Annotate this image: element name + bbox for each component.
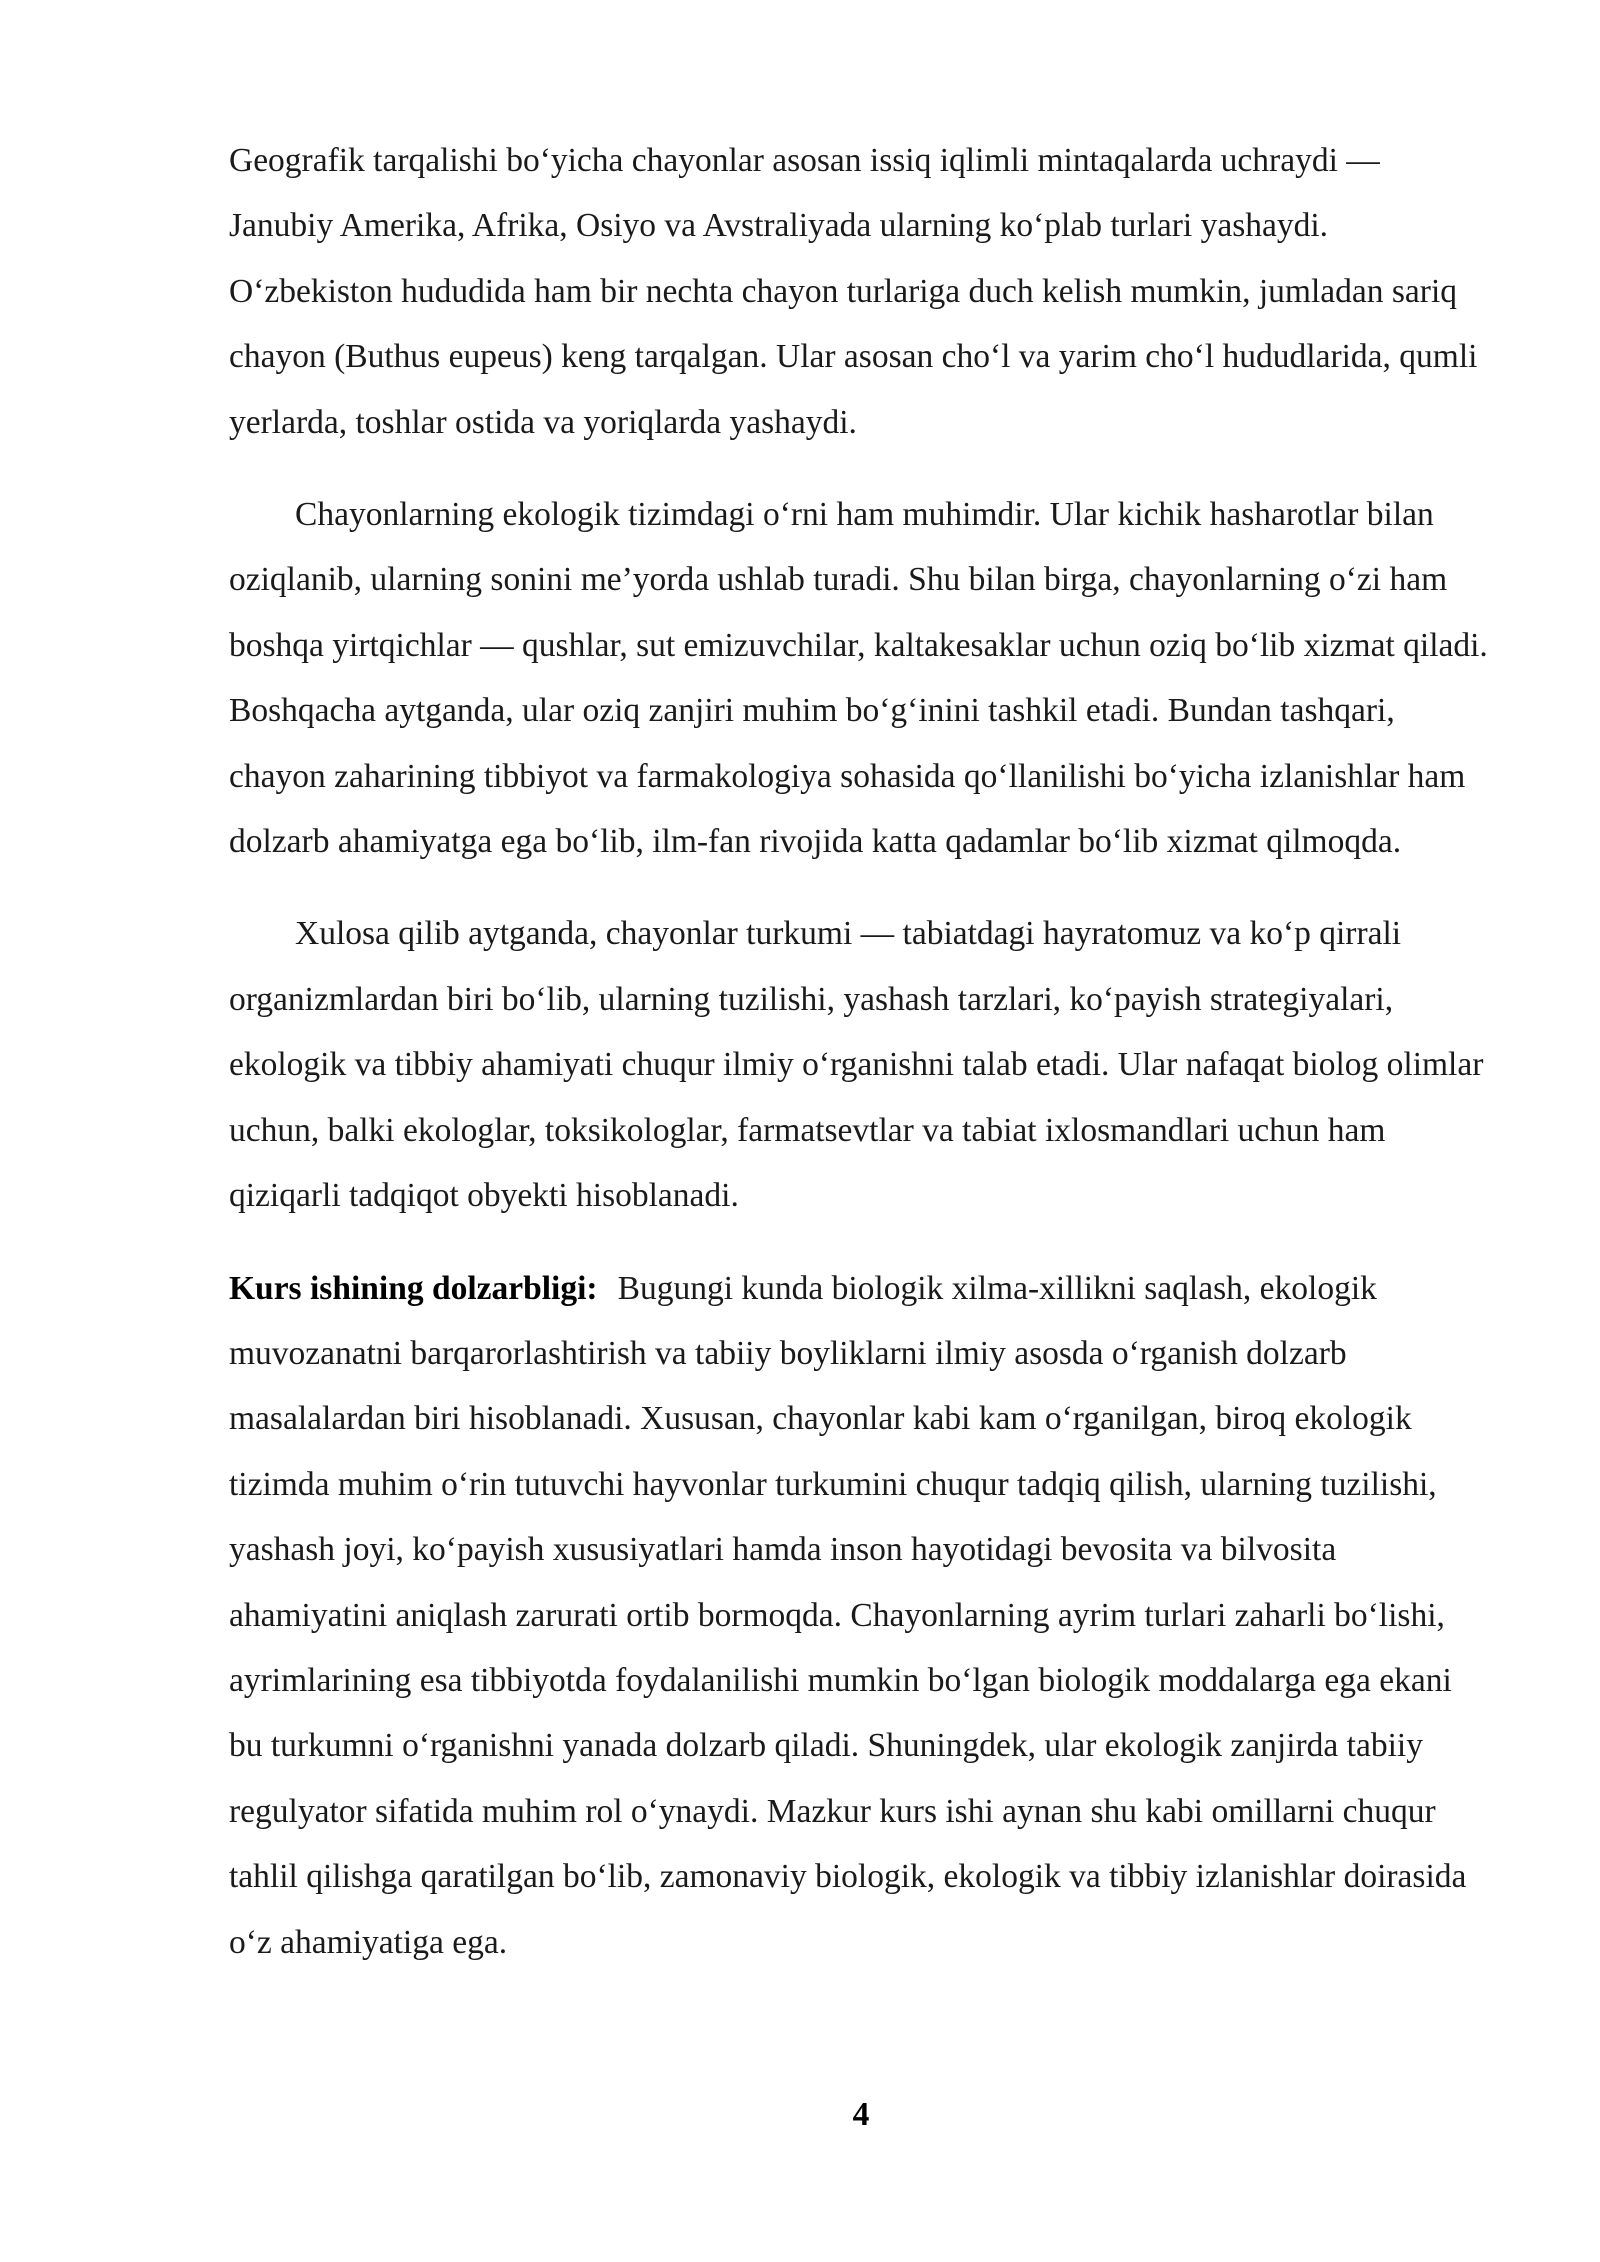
document-body [229,128,1490,1975]
relevance-heading: Kurs ishining dolzarbligi: [229,1269,598,1307]
page-number: 4 [852,2096,870,2133]
paragraph-conclusion: Xulosa qilib aytganda, chayonlar turkumi — tabiatdagi hayratomuz va ko‘p qirrali organizmlardan biri bo‘lib, ularning tuzilishi, yashash tarzlari, ko‘payish strategiyalari, ekologik va tibbiy ahamiyati chuqur ilmiy o‘rganishni talab etadi. Ular nafaqat biolog olimlar uchun, balki ekologlar, toksikologlar, farmatsevtlar va tabiat ixlosmandlari uchun ham qiziqarli tadqiqot obyekti hisoblanadi. [229,915,1484,1215]
relevance-text: Bugungi kunda biologik xilma-xillikni saqlash, ekologik muvozanatni barqarorlashtirish va tabiiy boyliklarni ilmiy asosda o‘rganish dolzarb masalalardan biri hisoblanadi. Xususan, chayonlar kabi kam o‘rganilgan, biroq ekologik tizimda muhim o‘rin tutuvchi hayvonlar turkumini chuqur tadqiq qilish, ularning tuzilishi, yashash joyi, ko‘payish xususiyatlari hamda inson hayotidagi bevosita va bilvosita ahamiyatini aniqlash zarurati ortib bormoqda. Chayonlarning ayrim turlari zaharli bo‘lishi, ayrimlarining esa tibbiyotda foydalanilishi mumkin bo‘lgan biologik moddalarga ega ekani bu turkumni o‘rganishni yanada dolzarb qiladi. Shuningdek, ular ekologik zanjirda tabiiy regulyator sifatida muhim rol o‘ynaydi. Mazkur kurs ishi aynan shu kabi omillarni chuqur tahlil qilishga qaratilgan bo‘lib, zamonaviy biologik, ekologik va tibbiy izlanishlar doirasida o‘z ahamiyatiga ega. [229,1269,1467,1961]
paragraph-geographic-distribution: Geografik tarqalishi bo‘yicha chayonlar asosan issiq iqlimli mintaqalarda uchraydi — Janubiy Amerika, Afrika, Osiyo va Avstraliyada ularning ko‘plab turlari yashaydi. O‘zbekiston hududida ham bir nechta chayon turlariga duch kelish mumkin, jumladan sariq chayon (Buthus eupeus) keng tarqalgan. Ular asosan cho‘l va yarim cho‘l hududlarida, qumli yerlarda, toshlar ostida va yoriqlarda yashaydi. [229,142,1478,441]
paragraph-relevance [229,1256,1490,1975]
paragraph-ecological-role: Chayonlarning ekologik tizimdagi o‘rni ham muhimdir. Ular kichik hasharotlar bilan oziqlanib, ularning sonini me’yorda ushlab turadi. Shu bilan birga, chayonlarning o‘zi ham boshqa yirtqichlar — qushlar, sut emizuvchilar, kaltakesaklar uchun oziq bo‘lib xizmat qiladi. Boshqacha aytganda, ular oziq zanjiri muhim bo‘g‘inini tashkil etadi. Bundan tashqari, chayon zaharining tibbiyot va farmakologiya sohasida qo‘llanilishi bo‘yicha izlanishlar ham dolzarb ahamiyatga ega bo‘lib, ilm-fan rivojida katta qadamlar bo‘lib xizmat qilmoqda. [229,496,1488,861]
